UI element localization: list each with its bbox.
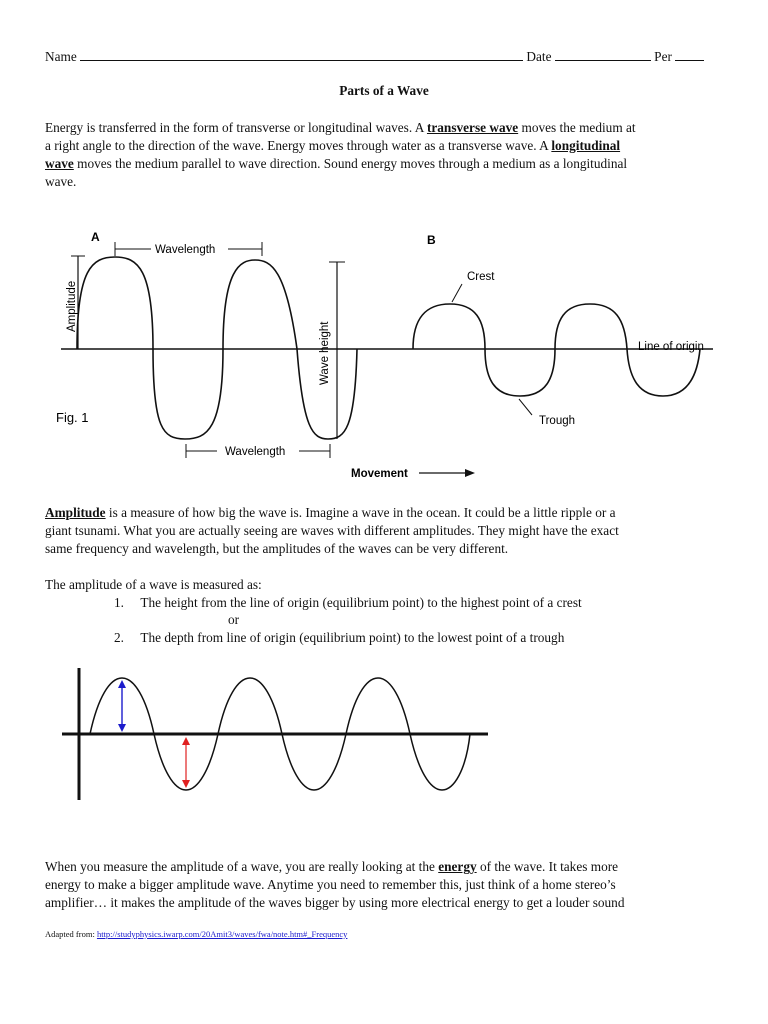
name-field[interactable] xyxy=(80,49,523,61)
source-link[interactable]: http://studyphysics.iwarp.com/20Amit3/waves/fwa/note.htm#_Frequency xyxy=(96,929,348,939)
intro-text: moves the medium at xyxy=(518,120,636,135)
amplitude-def-line-3: same frequency and wavelength, but the amplitudes of the waves can be very different. xyxy=(45,541,509,556)
figure-wave-parts xyxy=(45,212,725,487)
list-item-text: The height from the line of origin (equilibrium point) to the highest point of a crest xyxy=(140,595,582,610)
measured-or: or xyxy=(228,612,240,627)
trough-label: Trough xyxy=(539,415,576,427)
term-longitudinal: longitudinal xyxy=(551,138,621,153)
crest-label: Crest xyxy=(467,271,495,283)
list-number: 2. xyxy=(114,630,124,645)
measured-item-2 xyxy=(114,629,564,647)
energy-line-3: amplifier… it makes the amplitude of the waves bigger by using more electrical energy to get a louder sound xyxy=(45,895,625,910)
amplitude-def-line-1 xyxy=(45,504,616,522)
intro-line-4: wave. xyxy=(45,174,77,189)
wavelength-top-label: Wavelength xyxy=(155,244,216,256)
term-energy: energy xyxy=(438,859,477,874)
crest-pointer xyxy=(452,284,462,302)
term-amplitude: Amplitude xyxy=(45,505,106,520)
wave-height-label: Wave height xyxy=(319,321,331,385)
label-b: B xyxy=(427,233,436,247)
energy-text: of the wave. It takes more xyxy=(476,859,619,874)
amplitude-text: is a measure of how big the wave is. Imagine a wave in the ocean. It could be a little ripple or a xyxy=(105,505,616,520)
movement-arrowhead xyxy=(465,469,475,477)
source-note xyxy=(45,929,347,939)
term-wave: wave xyxy=(45,156,74,171)
intro-text: a right angle to the direction of the wave. Energy moves through water as a transverse wave. A xyxy=(45,138,552,153)
intro-line-1 xyxy=(45,119,636,137)
page-title: Parts of a Wave xyxy=(339,83,429,98)
list-number: 1. xyxy=(114,595,124,610)
intro-text: moves the medium parallel to wave direction. Sound energy moves through a medium as a longitudinal xyxy=(73,156,628,171)
amplitude-def-line-2: giant tsunami. What you are actually seeing are waves with different amplitudes. They might have the exact xyxy=(45,523,619,538)
figure-amplitude xyxy=(58,662,498,804)
measured-item-1 xyxy=(114,594,582,612)
intro-line-3 xyxy=(45,155,627,173)
name-label: Name xyxy=(45,49,77,64)
date-field[interactable] xyxy=(555,49,651,61)
measured-intro: The amplitude of a wave is measured as: xyxy=(45,577,262,592)
line-of-origin-label: Line of origin xyxy=(638,341,704,353)
amplitude-label: Amplitude xyxy=(66,280,78,332)
per-label: Per xyxy=(654,49,672,64)
intro-line-2 xyxy=(45,137,620,155)
per-field[interactable] xyxy=(675,49,704,61)
trough-amplitude-arrow xyxy=(182,737,190,788)
term-transverse-wave: transverse wave xyxy=(426,120,519,135)
label-a: A xyxy=(91,230,100,244)
energy-line-1 xyxy=(45,858,618,876)
trough-pointer xyxy=(519,399,532,415)
crest-amplitude-arrow xyxy=(118,680,126,732)
energy-text: When you measure the amplitude of a wave, you are really looking at the xyxy=(45,859,439,874)
header-row xyxy=(45,48,725,66)
intro-text: Energy is transferred in the form of transverse or longitudinal waves. A xyxy=(45,120,427,135)
list-item-text: The depth from line of origin (equilibrium point) to the lowest point of a trough xyxy=(140,630,565,645)
source-label: Adapted from: xyxy=(45,929,97,939)
energy-line-2: energy to make a bigger amplitude wave. Anytime you need to remember this, just think of a home stereo’s xyxy=(45,877,616,892)
movement-label: Movement xyxy=(351,468,408,480)
wave-a xyxy=(77,257,357,439)
date-label: Date xyxy=(526,49,552,64)
fig-1-label: Fig. 1 xyxy=(56,410,89,425)
wavelength-bottom-label: Wavelength xyxy=(225,446,286,458)
